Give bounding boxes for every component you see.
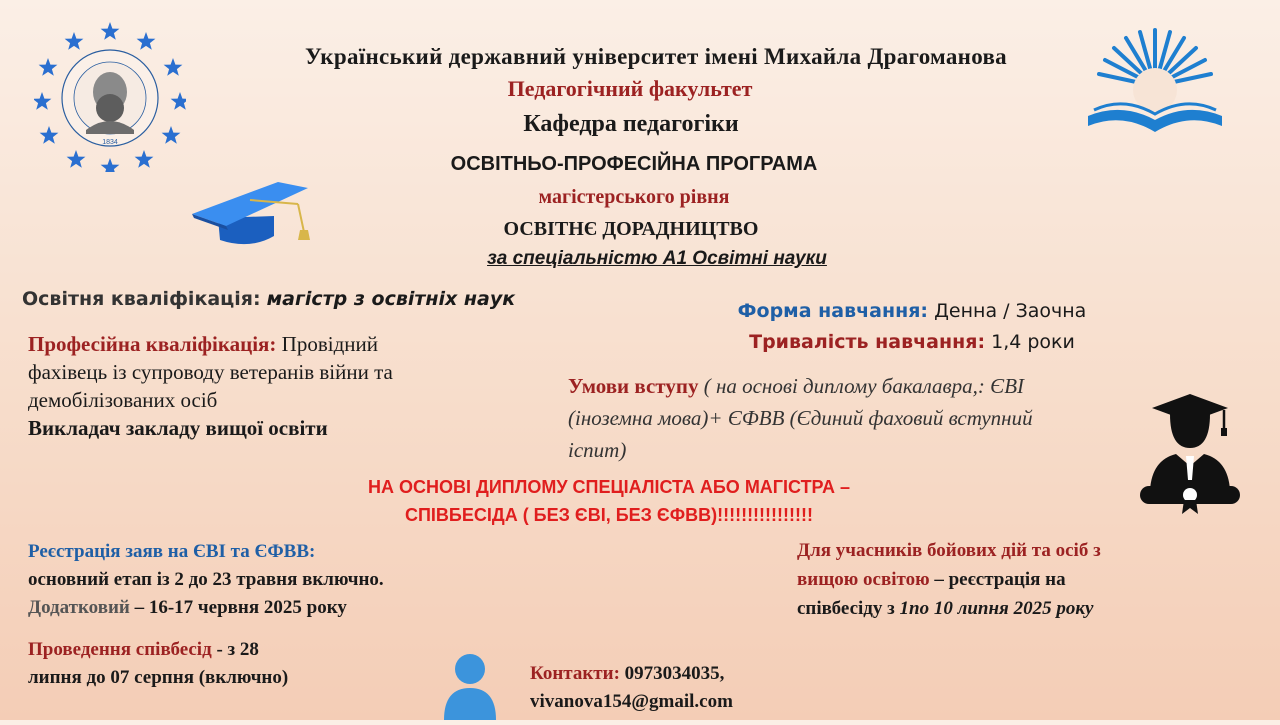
admission-text-3: іспит)	[568, 438, 627, 462]
program-specialty: за спеціальністю А1 Освітні науки	[487, 248, 827, 269]
professional-label: Професійна кваліфікація:	[28, 332, 277, 356]
professional-value-1: Провідний	[281, 332, 378, 356]
qualification-value: магістр з освітніх наук	[266, 288, 516, 310]
contacts-block	[530, 660, 810, 716]
program-level: магістерського рівня	[538, 186, 730, 208]
admission-label: Умови вступу	[568, 374, 699, 398]
veterans-line-1: Для учасників бойових дій та осіб з	[797, 540, 1101, 561]
university-title: Український державний університет імені Михайла Драгоманова	[305, 44, 1007, 69]
study-duration	[710, 331, 1114, 353]
veterans-line-2-red: вищою освітою	[797, 569, 930, 590]
registration-block	[28, 538, 588, 622]
study-form	[710, 300, 1114, 322]
education-qualification	[22, 288, 622, 310]
admission-conditions	[568, 370, 1128, 466]
registration-label: Реєстрація заяв на ЄВІ та ЄФВВ:	[28, 541, 316, 562]
notice-line-2: СПІВБЕСІДА ( БЕЗ ЄВІ, БЕЗ ЄФВВ)!!!!!!!!!!!!!!!!	[404, 505, 813, 525]
department-title: Кафедра педагогіки	[523, 111, 739, 137]
study-duration-label: Тривалість навчання:	[749, 331, 986, 353]
graduate-icon	[1136, 390, 1244, 518]
user-avatar-icon	[444, 652, 496, 720]
veterans-block	[797, 536, 1267, 623]
veterans-line-2-rest: – реєстрація на	[929, 569, 1066, 590]
book-sunrise-logo	[1084, 24, 1226, 140]
teacher-qualification: Викладач закладу вищої освіти	[28, 416, 328, 440]
contacts-label: Контакти:	[530, 663, 620, 684]
registration-extra-label: Додатковий	[28, 597, 130, 618]
study-duration-value: 1,4 роки	[991, 331, 1075, 353]
contacts-phone: 0973034035,	[619, 663, 725, 684]
contacts-email[interactable]: vivanova154@gmail.com	[530, 691, 733, 712]
veterans-line-3-b: 1по 10 липня 2025 року	[899, 598, 1094, 619]
admission-text-2: (іноземна мова)+ ЄФВВ (Єдиний фаховий вступний	[568, 406, 1033, 430]
university-seal-logo	[34, 20, 186, 172]
notice-line-1: НА ОСНОВІ ДИПЛОМУ СПЕЦІАЛІСТА АБО МАГІСТРА –	[368, 477, 850, 497]
program-title: ОСВІТНЬО-ПРОФЕСІЙНА ПРОГРАМА	[450, 153, 818, 175]
registration-main: основний етап із 2 до 23 травня включно.	[28, 569, 384, 590]
logo-year: 1834	[102, 139, 118, 146]
study-form-value: Денна / Заочна	[934, 300, 1087, 322]
interviews-value-1: - з 28	[211, 639, 259, 660]
program-name: ОСВІТНЄ ДОРАДНИЦТВО	[503, 218, 759, 240]
graduation-cap-icon	[190, 178, 312, 250]
professional-qualification	[28, 330, 548, 442]
admission-text-1: ( на основі диплому бакалавра,: ЄВІ	[703, 374, 1025, 398]
registration-extra-value: – 16-17 червня 2025 року	[129, 597, 347, 618]
professional-value-3: демобілізованих осіб	[28, 388, 218, 412]
study-form-label: Форма навчання:	[737, 300, 929, 322]
faculty-title: Педагогічний факультет	[507, 76, 753, 101]
interviews-label: Проведення співбесід	[28, 639, 212, 660]
veterans-line-3-a: співбесіду з	[797, 598, 900, 619]
interviews-value-2: липня до 07 серпня (включно)	[28, 667, 289, 688]
professional-value-2: фахівець із супроводу ветеранів війни та	[28, 360, 393, 384]
interviews-block	[28, 636, 428, 692]
qualification-label: Освітня кваліфікація:	[22, 288, 261, 310]
